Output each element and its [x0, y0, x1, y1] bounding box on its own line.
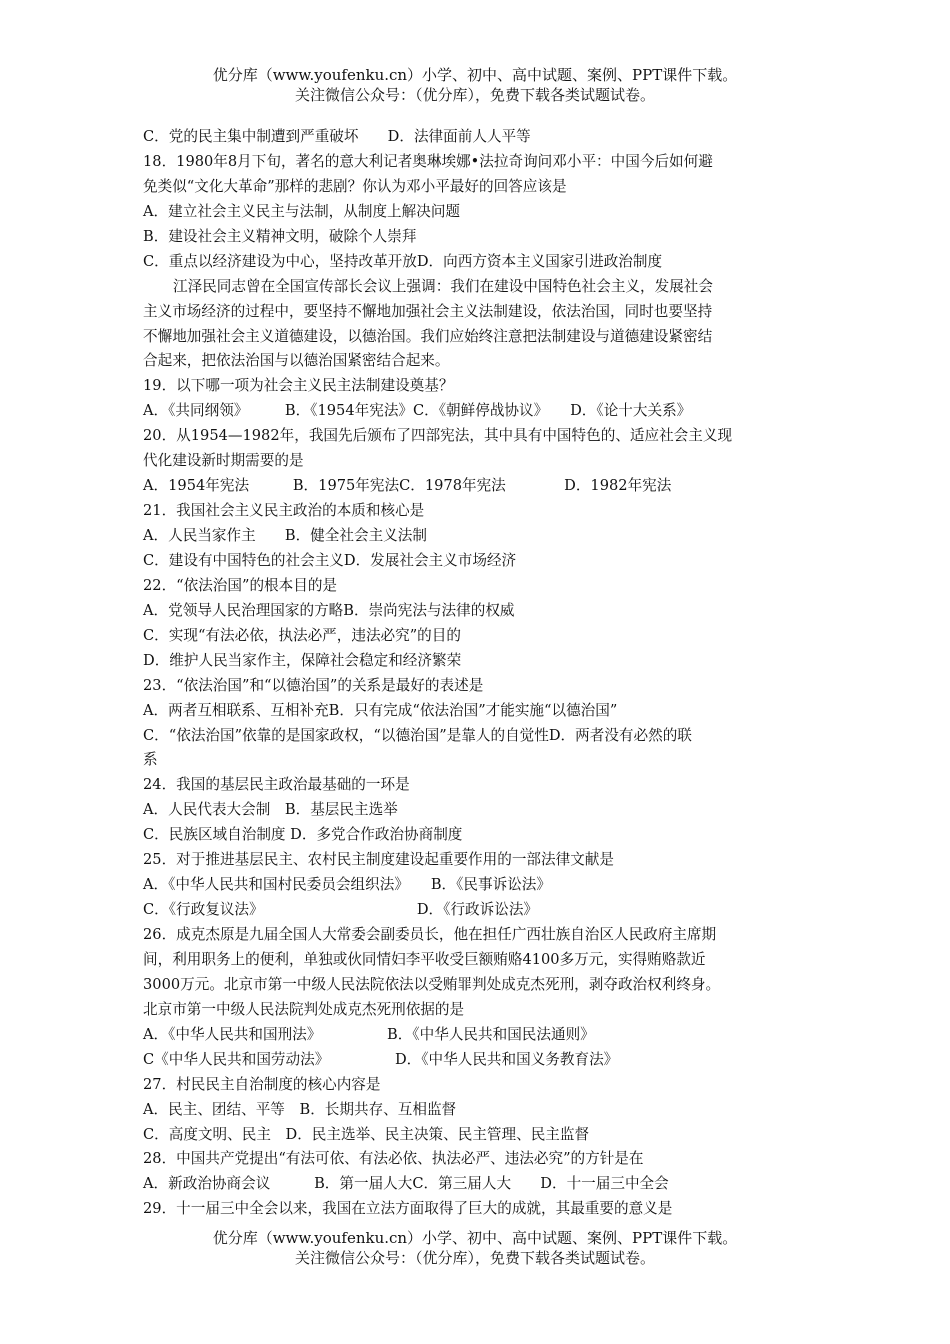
question-19-stem: 19．以下哪一项为社会主义民主法制建设奠基？ — [143, 377, 454, 395]
option-line: A．人民代表大会制 B．基层民主选举 — [143, 801, 398, 819]
option-line: A．1954年宪法 B．1975年宪法C．1978年宪法 D．1982年宪法 — [143, 477, 672, 495]
question-27-stem: 27．村民民主自治制度的核心内容是 — [143, 1075, 381, 1093]
option-line: C．重点以经济建设为中心，坚持改革开放D．向西方资本主义国家引进政治制度 — [143, 252, 663, 270]
question-25-stem: 25．对于推进基层民主、农村民主制度建设起重要作用的一部法律文献是 — [143, 851, 614, 869]
footer-line-2: 关注微信公众号：（优分库），免费下载各类试题试卷。 — [294, 1249, 655, 1267]
text-line: 免类似“文化大革命”那样的悲剧？你认为邓小平最好的回答应该是 — [143, 177, 567, 195]
option-line: A．人民当家作主 B．健全社会主义法制 — [143, 527, 427, 544]
question-21-stem: 21．我国社会主义民主政治的本质和核心是 — [143, 502, 425, 520]
text-line: C．党的民主集中制遭到严重破坏 D．法律面前人人平等 — [143, 128, 531, 145]
option-line: C．“依法治国”依靠的是国家政权，“以德治国”是靠人的自觉性D．两者没有必然的联 — [143, 726, 692, 744]
option-line: B．建设社会主义精神文明，破除个人崇拜 — [143, 227, 417, 245]
text-line: 系 — [143, 751, 158, 769]
question-24-stem: 24．我国的基层民主政治最基础的一环是 — [143, 776, 410, 794]
page-footer — [0, 1228, 950, 1268]
option-line: C．实现“有法必依，执法必严，违法必究”的目的 — [143, 626, 461, 644]
option-line: C．《行政复议法》 D．《行政诉讼法》 — [143, 901, 539, 919]
option-line: A．党领导人民治理国家的方略B．崇尚宪法与法律的权威 — [143, 601, 515, 619]
text-line: 代化建设新时期需要的是 — [143, 452, 304, 470]
option-line: A．《中华人民共和国刑法》 B．《中华人民共和国民法通则》 — [143, 1025, 595, 1043]
passage-line: 不懈地加强社会主义道德建设，以德治国。我们应始终注意把法制建设与道德建设紧密结 — [143, 327, 713, 345]
option-line: A．两者互相联系、互相补充B．只有完成“依法治国”才能实施“以德治国” — [143, 701, 618, 719]
page-header — [0, 65, 950, 105]
question-28-stem: 28．中国共产党提出“有法可依、有法必依、执法必严、违法必究”的方针是在 — [143, 1150, 644, 1168]
option-line: A．建立社会主义民主与法制，从制度上解决问题 — [143, 202, 461, 220]
header-line-2: 关注微信公众号：（优分库），免费下载各类试题试卷。 — [294, 86, 655, 104]
option-line: C．高度文明、民主 D．民主选举、民主决策、民主管理、民主监督 — [143, 1125, 590, 1143]
option-line: A．《共同纲领》 B．《1954年宪法》C．《朝鲜停战协议》 D．《论十大关系》 — [143, 402, 692, 420]
passage-line: 江泽民同志曾在全国宣传部长会议上强调：我们在建设中国特色社会主义，发展社会 — [173, 277, 713, 295]
passage-line: 合起来，把依法治国与以德治国紧密结合起来。 — [143, 352, 450, 370]
question-23-stem: 23．“依法治国”和“以德治国”的关系是最好的表述是 — [143, 676, 484, 694]
question-20-stem: 20．从1954—1982年，我国先后颁布了四部宪法，其中具有中国特色的、适应社会主义现 — [143, 427, 733, 445]
option-line: A．民主、团结、平等 B．长期共存、互相监督 — [143, 1100, 457, 1118]
question-22-stem: 22．“依法治国”的根本目的是 — [143, 576, 338, 594]
text-line: 北京市第一中级人民法院判处成克杰死刑依据的是 — [143, 1000, 465, 1018]
question-29-stem: 29．十一届三中全会以来，我国在立法方面取得了巨大的成就，其最重要的意义是 — [143, 1200, 673, 1218]
option-line: C《中华人民共和国劳动法》 D．《中华人民共和国义务教育法》 — [143, 1050, 619, 1068]
option-line: D．维护人民当家作主，保障社会稳定和经济繁荣 — [143, 651, 462, 669]
text-line: 间，利用职务上的便利，单独或伙同情妇李平收受巨额贿赂4100多万元，实得贿赂款近 — [143, 950, 706, 968]
question-26-stem: 26．成克杰原是九届全国人大常委会副委员长，他在担任广西壮族自治区人民政府主席期 — [143, 926, 717, 943]
text-line: 3000万元。北京市第一中级人民法院依法以受贿罪判处成克杰死刑，剥夺政治权利终身。 — [143, 975, 721, 993]
question-18-stem: 18．1980年8月下旬，著名的意大利记者奥琳埃娜•法拉奇询问邓小平：中国今后如何避 — [143, 152, 713, 170]
document-body — [143, 125, 815, 1222]
header-line-1: 优分库（www.youfenku.cn）小学、初中、高中试题、案例、PPT课件下载。 — [212, 66, 738, 84]
option-line: A．新政治协商会议 B．第一届人大C．第三届人大 D．十一届三中全会 — [143, 1175, 669, 1193]
option-line: A．《中华人民共和国村民委员会组织法》 B．《民事诉讼法》 — [143, 876, 551, 894]
option-line: C．民族区域自治制度 D．多党合作政治协商制度 — [143, 826, 463, 844]
passage-line: 主义市场经济的过程中，要坚持不懈地加强社会主义法制建设，依法治国，同时也要坚持 — [143, 302, 713, 320]
footer-line-1: 优分库（www.youfenku.cn）小学、初中、高中试题、案例、PPT课件下载。 — [212, 1229, 738, 1247]
option-line: C．建设有中国特色的社会主义D．发展社会主义市场经济 — [143, 551, 517, 569]
